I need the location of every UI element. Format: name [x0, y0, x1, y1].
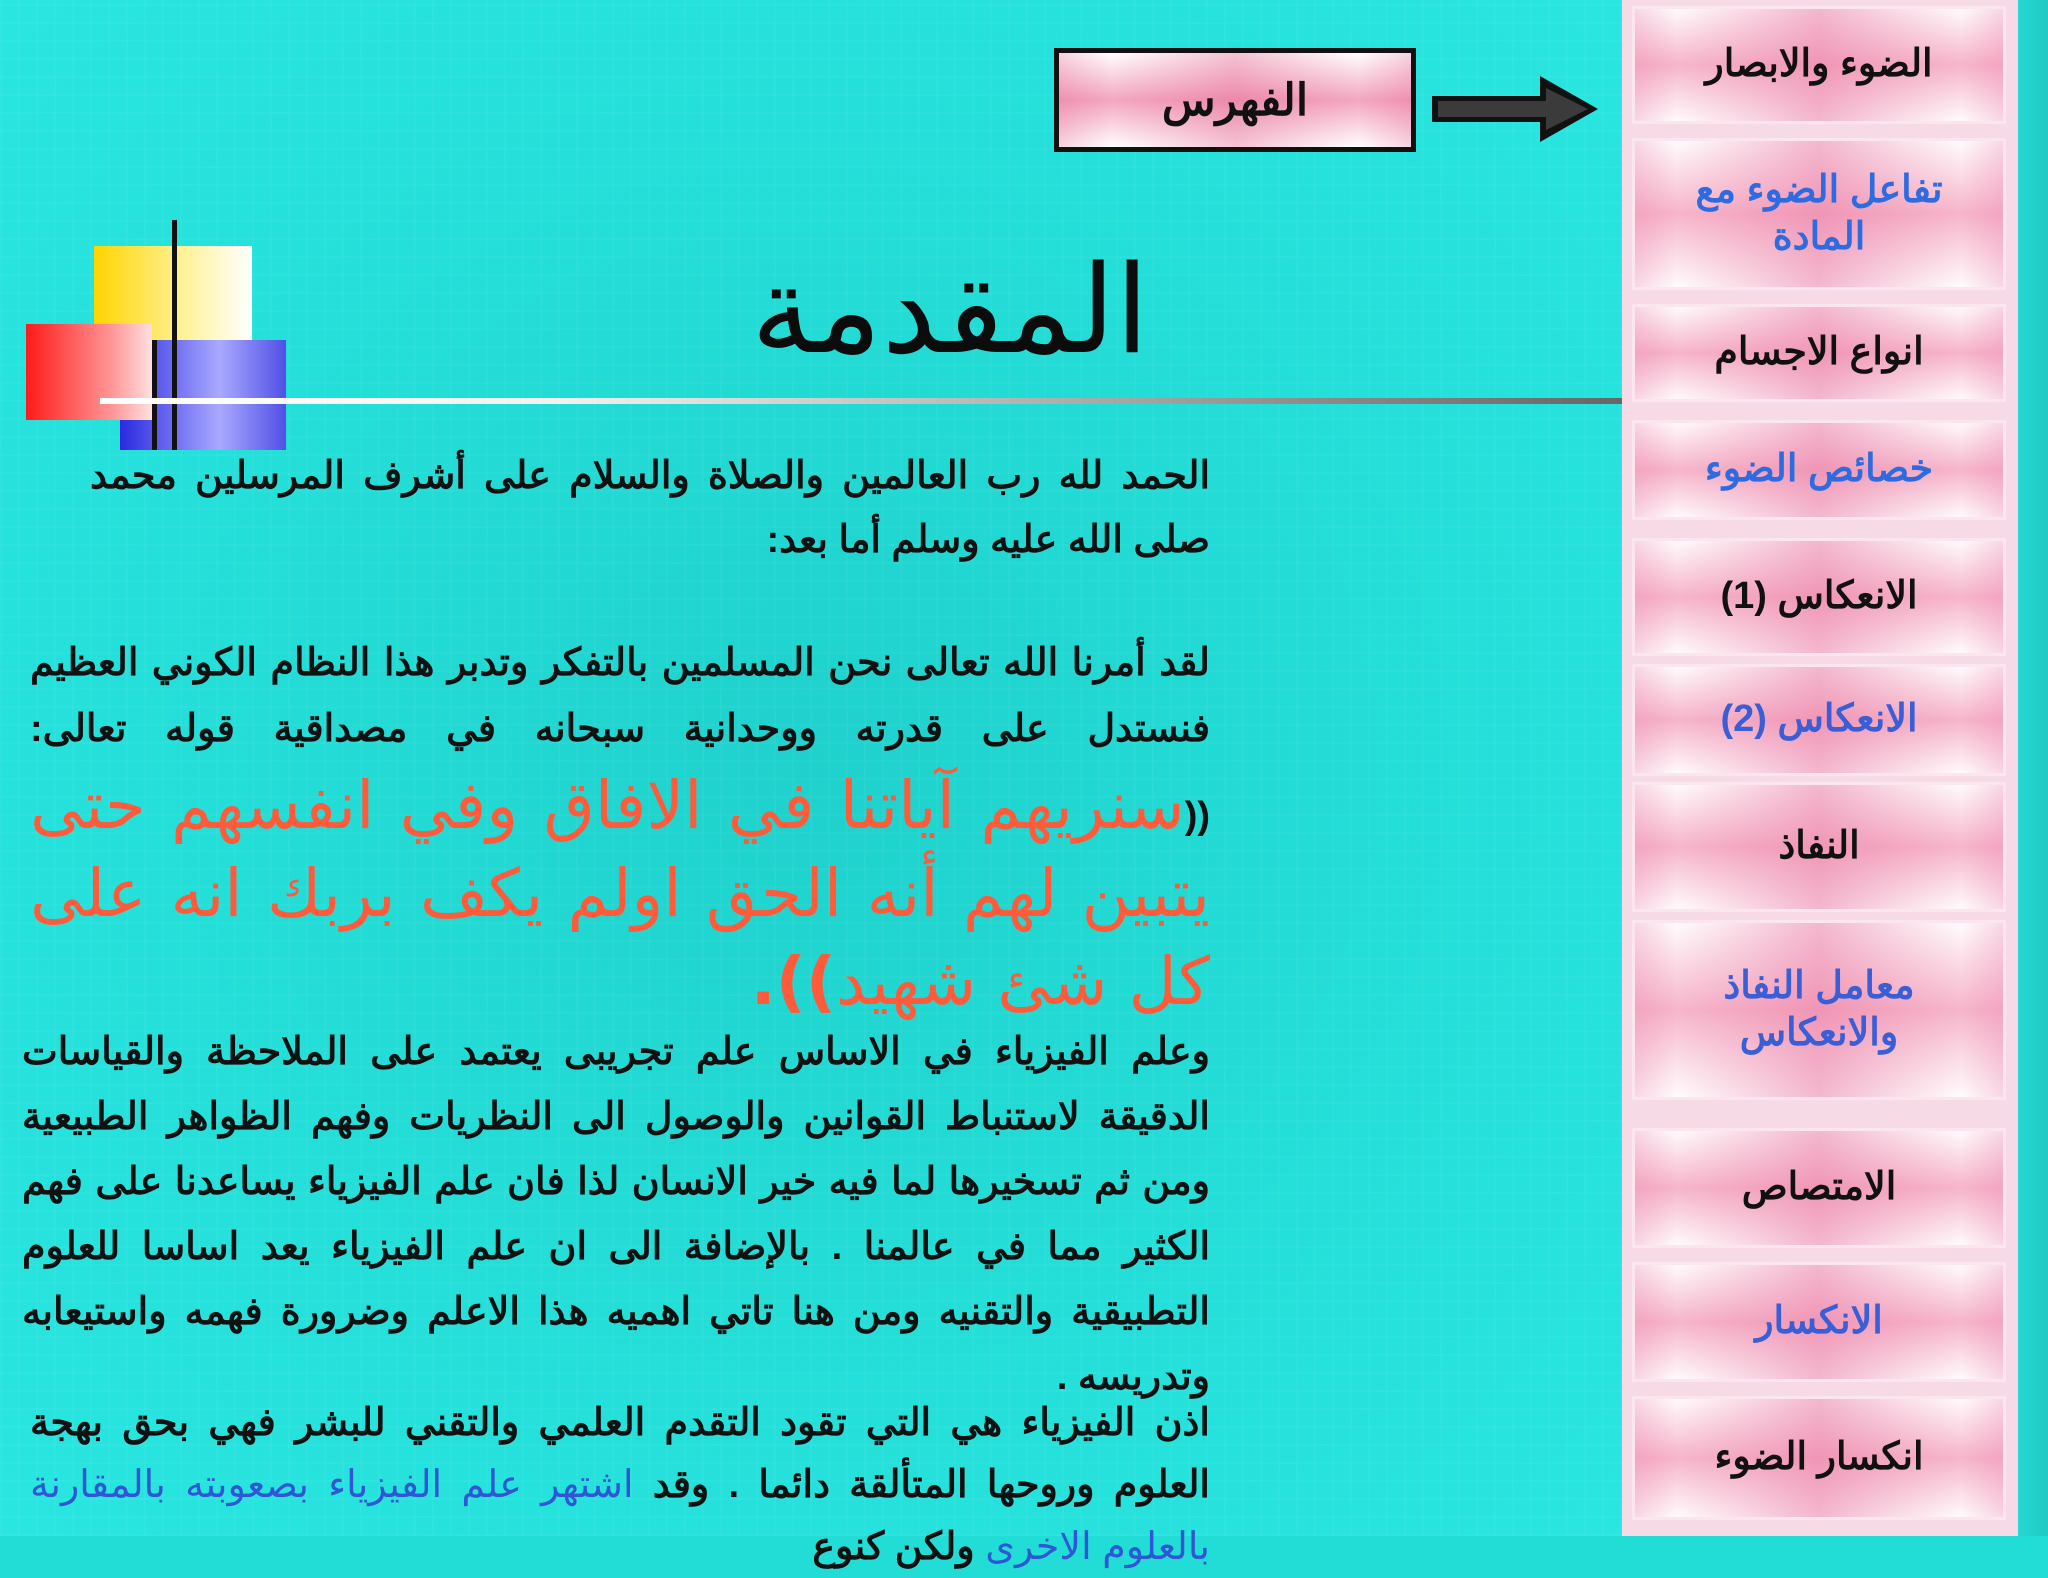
paragraph-importance-highlight: اشتهر علم الفيزياء بصعوبته بالمقارنة بالعلوم الاخرى — [30, 1464, 1210, 1568]
nav-item-light-properties[interactable]: خصائص الضوء — [1632, 420, 2006, 520]
nav-item-reflection-1[interactable]: الانعكاس (1) — [1632, 538, 2006, 656]
paragraph-quran — [30, 630, 1210, 1026]
paragraph-importance-text-c: ولكن كنوع — [812, 1526, 986, 1568]
nav-item-light-matter[interactable]: تفاعل الضوء مع المادة — [1632, 138, 2006, 290]
nav-item-absorption[interactable]: الامتصاص — [1632, 1128, 2006, 1248]
nav-item-light-vision[interactable]: الضوء والابصار — [1632, 6, 2006, 124]
title-decoration — [26, 220, 296, 450]
index-button[interactable]: الفهرس — [1054, 48, 1416, 152]
nav-item-transmission-reflection-factor[interactable]: معامل النفاذ والانعكاس — [1632, 920, 2006, 1100]
page-title: المقدمة — [750, 239, 1150, 381]
quran-verse-close: )). — [750, 943, 837, 1020]
nav-item-transmission[interactable]: النفاذ — [1632, 782, 2006, 912]
nav-item-body-types[interactable]: انواع الاجسام — [1632, 304, 2006, 402]
paragraph-physics: وعلم الفيزياء في الاساس علم تجريبى يعتمد على الملاحظة والقياسات الدقيقة لاستنباط القوانين والوصول الى النظريات وفهم الظواهر الطبيعية ومن ثم تسخيرها لما فيه خير الانسان لذا فان علم الفيزياء يساعدنا على فهم الكثير مما في عالمنا . بالإضافة الى ان علم الفيزياء يعد اساسا للعلوم التطبيقية والتقنيه ومن هنا تاتي اهميه هذا الاعلم وضرورة فهمه واستيعابه وتدريسه . — [22, 1031, 1210, 1398]
paragraph-importance — [30, 1392, 1210, 1578]
quran-verse: سنريهم آياتنا في الافاق وفي انفسهم حتى يتبين لهم أنه الحق اولم يكف بربك انه على كل شئ شهيد — [30, 767, 1210, 1020]
nav-item-reflection-2[interactable]: الانعكاس (2) — [1632, 664, 2006, 776]
paragraph-intro: الحمد لله رب العالمين والصلاة والسلام على أشرف المرسلين محمد صلى الله عليه وسلم أما بعد: — [90, 455, 1210, 561]
nav-item-light-refraction[interactable]: انكسار الضوء — [1632, 1396, 2006, 1520]
arrow-right-icon — [1430, 74, 1600, 144]
paragraph-importance-text-a: اذن الفيزياء هي التي تقود التقدم العلمي والتقني للبشر فهي بحق بهجة العلوم وروحها المتألقة دائما . وقد — [30, 1402, 1210, 1506]
title-divider — [100, 398, 1622, 404]
paragraph-quran-text: لقد أمرنا الله تعالى نحن المسلمين بالتفكر وتدبر هذا النظام الكوني العظيم فنستدل على قدرته ووحدانية سبحانه في مصداقية قوله تعالى:(( — [30, 642, 1210, 837]
sidebar-edge — [2018, 0, 2048, 1536]
nav-item-refraction[interactable]: الانكسار — [1632, 1262, 2006, 1382]
